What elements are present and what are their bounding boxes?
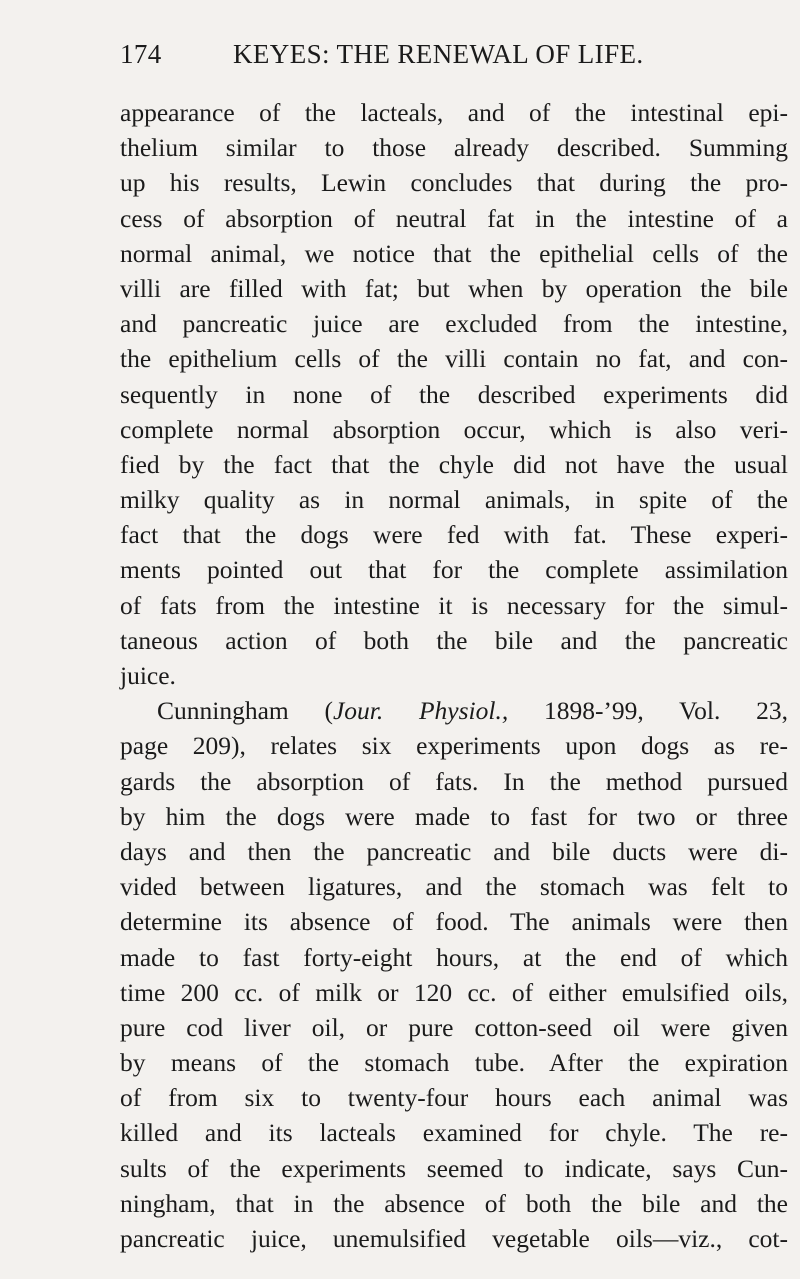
line-text: Cunningham ( — [157, 696, 333, 726]
text-line: villi are filled with fat; but when by operation the bile — [120, 273, 788, 303]
text-line: thelium similar to those already described. Summing — [120, 133, 788, 163]
text-line: fied by the fact that the chyle did not have the usual — [120, 449, 788, 479]
text-line: complete normal absorption occur, which is also veri- — [120, 414, 788, 444]
text-line: ningham, that in the absence of both the bile and the — [120, 1188, 788, 1218]
text-line: normal animal, we notice that the epithelial cells of the — [120, 238, 788, 268]
text-line: pancreatic juice, unemulsified vegetable oils—viz., cot- — [120, 1224, 788, 1253]
text-line: pure cod liver oil, or pure cotton-seed oil were given — [120, 1012, 788, 1042]
text-line: killed and its lacteals examined for chyle. The re- — [120, 1118, 788, 1148]
text-line: sults of the experiments seemed to indicate, says Cun- — [120, 1153, 788, 1183]
text-line: ments pointed out that for the complete assimilation — [120, 555, 788, 585]
text-line: and pancreatic juice are excluded from the intestine, — [120, 309, 788, 339]
journal-citation: Jour. Physiol., — [332, 696, 509, 726]
text-line: the epithelium cells of the villi contain no fat, and con- — [120, 344, 788, 374]
paragraph-start-line — [120, 693, 788, 728]
page-number: 174 — [120, 39, 162, 69]
body-text — [120, 95, 788, 1256]
text-line: taneous action of both the bile and the pancreatic — [120, 625, 788, 655]
text-line: page 209), relates six experiments upon dogs as re- — [120, 731, 788, 761]
paragraph-end-line: juice. — [120, 661, 176, 690]
text-line: by him the dogs were made to fast for two or three — [120, 801, 788, 831]
line-text: 1898-’99, Vol. 23, — [508, 696, 788, 726]
text-line: days and then the pancreatic and bile ducts were di- — [120, 836, 788, 866]
text-line: up his results, Lewin concludes that during the pro- — [120, 168, 788, 198]
text-line: vided between ligatures, and the stomach was felt to — [120, 872, 788, 902]
text-line: cess of absorption of neutral fat in the intestine of a — [120, 203, 788, 233]
text-line: time 200 cc. of milk or 120 cc. of either emulsified oils, — [120, 977, 788, 1007]
running-title: KEYES: THE RENEWAL OF LIFE. — [233, 39, 644, 69]
text-line: sequently in none of the described experiments did — [120, 379, 788, 409]
text-line: appearance of the lacteals, and of the intestinal epi- — [120, 98, 788, 127]
text-line: gards the absorption of fats. In the method pursued — [120, 766, 788, 796]
text-line: by means of the stomach tube. After the expiration — [120, 1048, 788, 1078]
text-line: of from six to twenty-four hours each animal was — [120, 1083, 788, 1113]
text-line: determine its absence of food. The animals were then — [120, 907, 788, 937]
running-head — [120, 36, 690, 72]
text-line: made to fast forty-eight hours, at the end of which — [120, 942, 788, 972]
text-line: milky quality as in normal animals, in spite of the — [120, 485, 788, 515]
text-line: of fats from the intestine it is necessary for the simul- — [120, 590, 788, 620]
text-line: fact that the dogs were fed with fat. These experi- — [120, 520, 788, 550]
